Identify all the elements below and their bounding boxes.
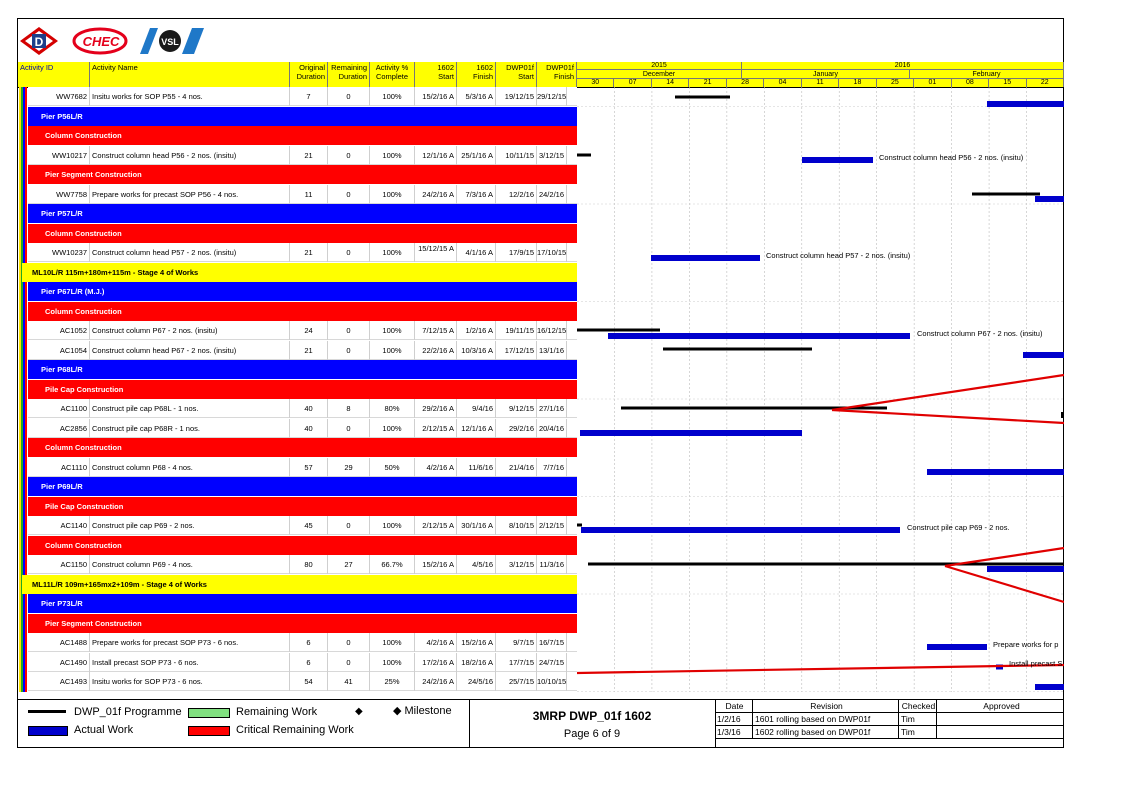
rev-row-1-approved xyxy=(937,713,1064,726)
activity-complete: 50% xyxy=(370,458,415,477)
logo-chec-text: CHEC xyxy=(82,34,120,49)
remaining-duration: 0 xyxy=(328,653,370,672)
original-duration: 54 xyxy=(290,672,328,691)
orig-dur-l1: Original xyxy=(299,63,325,72)
activity-id: AC1493 xyxy=(28,672,90,691)
dragages-logo xyxy=(18,26,60,56)
original-duration: 45 xyxy=(290,516,328,535)
timescale-day: 30 xyxy=(577,79,614,87)
actual-bar xyxy=(987,101,1064,107)
section-group-header[interactable]: Column Construction xyxy=(28,438,577,457)
dwp-finish: 17/10/15 xyxy=(537,243,567,262)
dwp-start: 25/7/15 xyxy=(496,672,537,691)
finish-1602: 25/1/16 A xyxy=(457,146,496,165)
table-row[interactable] xyxy=(28,653,577,672)
timescale-day: 01 xyxy=(914,79,951,87)
s1602-l1: 1602 xyxy=(437,63,454,72)
legend-critical-swatch xyxy=(188,726,230,736)
table-row[interactable] xyxy=(28,419,577,438)
programme-tick xyxy=(1061,412,1064,418)
remaining-duration: 0 xyxy=(328,419,370,438)
stage-group-header[interactable]: ML10L/R 115m+180m+115m - Stage 4 of Works xyxy=(22,263,577,282)
activity-complete: 100% xyxy=(370,185,415,204)
bar-label-p73-install: Install precast S xyxy=(1009,659,1063,668)
start-1602: 2/12/15 A xyxy=(415,419,457,438)
col-activity-id[interactable] xyxy=(18,62,90,87)
stage-group-header[interactable]: ML11L/R 109m+165mx2+109m - Stage 4 of Works xyxy=(22,575,577,594)
start-1602: 24/2/16 A xyxy=(415,185,457,204)
start-1602: 12/1/16 A xyxy=(415,146,457,165)
original-duration: 40 xyxy=(290,399,328,418)
timescale-day: 14 xyxy=(652,79,689,87)
dwp-finish: 24/2/16 xyxy=(537,185,567,204)
dwp-start: 17/12/15 xyxy=(496,341,537,360)
activity-complete: 100% xyxy=(370,341,415,360)
table-row[interactable] xyxy=(28,516,577,535)
original-duration: 7 xyxy=(290,87,328,106)
table-row[interactable] xyxy=(28,341,577,360)
activity-table xyxy=(28,87,577,692)
original-duration: 21 xyxy=(290,146,328,165)
logo-d-text: D xyxy=(34,35,44,49)
finish-1602: 18/2/16 A xyxy=(457,653,496,672)
pier-group-header[interactable]: Pier P67L/R (M.J.) xyxy=(28,282,577,301)
f1602-l2: Finish xyxy=(472,72,493,81)
legend-remaining-label: Remaining Work xyxy=(236,706,318,718)
activity-complete: 100% xyxy=(370,243,415,262)
table-row[interactable] xyxy=(28,555,577,574)
legend-critical-label: Critical Remaining Work xyxy=(236,724,354,736)
activity-id: AC1110 xyxy=(28,458,90,477)
original-duration: 11 xyxy=(290,185,328,204)
activity-id: WW10217 xyxy=(28,146,90,165)
vsl-logo xyxy=(136,26,206,56)
rev-row-1-revision: 1601 rolling based on DWP01f xyxy=(753,713,899,726)
remaining-duration: 0 xyxy=(328,633,370,652)
pier-group-header[interactable]: Pier P73L/R xyxy=(28,594,577,613)
pier-group-header[interactable]: Pier P69L/R xyxy=(28,477,577,496)
pct-l1: Activity % xyxy=(375,63,409,72)
activity-id: AC1054 xyxy=(28,341,90,360)
fdwp-l2: Finish xyxy=(553,72,574,81)
rem-dur-l1: Remaining xyxy=(331,63,367,72)
rev-header-checked: Checked xyxy=(899,700,937,713)
table-row[interactable] xyxy=(28,87,577,106)
rev-row-2-revision: 1602 rolling based on DWP01f xyxy=(753,726,899,739)
actual-bar xyxy=(1035,684,1064,690)
activity-complete: 100% xyxy=(370,87,415,106)
activity-complete: 100% xyxy=(370,516,415,535)
finish-1602: 12/1/16 A xyxy=(457,419,496,438)
original-duration: 6 xyxy=(290,633,328,652)
rev-row-1-checked: Tim xyxy=(899,713,937,726)
activity-id: WW7682 xyxy=(28,87,90,106)
legend-actual-swatch xyxy=(28,726,68,736)
rev-header-revision: Revision xyxy=(753,700,899,713)
dwp-start: 17/9/15 xyxy=(496,243,537,262)
finish-1602: 11/6/16 xyxy=(457,458,496,477)
table-row[interactable] xyxy=(28,185,577,204)
activity-id: WW10237 xyxy=(28,243,90,262)
activity-id: AC1140 xyxy=(28,516,90,535)
activity-complete: 100% xyxy=(370,146,415,165)
bar-label-p69: Construct pile cap P69 - 2 nos. xyxy=(907,523,1010,532)
programme-bar xyxy=(972,193,1040,196)
col-dwp-start[interactable] xyxy=(496,62,537,87)
activity-complete: 100% xyxy=(370,419,415,438)
diamond-icon: ◆ xyxy=(355,706,363,717)
critical-link-line xyxy=(832,410,1064,423)
activity-name: Construct column head P56 - 2 nos. (insitu) xyxy=(90,146,290,165)
dwp-start: 9/12/15 xyxy=(496,399,537,418)
dwp-start: 10/11/15 xyxy=(496,146,537,165)
start-1602: 29/2/16 A xyxy=(415,399,457,418)
remaining-duration: 27 xyxy=(328,555,370,574)
original-duration: 57 xyxy=(290,458,328,477)
timescale-day: 18 xyxy=(839,79,876,87)
remaining-duration: 0 xyxy=(328,185,370,204)
gantt-chart xyxy=(577,87,1064,692)
table-row[interactable] xyxy=(28,243,577,262)
activity-name: Construct column head P67 - 2 nos. (insitu) xyxy=(90,341,290,360)
dwp-finish: 2/12/15 xyxy=(537,516,567,535)
actual-bar xyxy=(580,430,802,436)
programme-bar xyxy=(675,96,730,99)
dwp-finish: 20/4/16 xyxy=(537,419,567,438)
dwp-start: 12/2/16 xyxy=(496,185,537,204)
activity-name: Prepare works for precast SOP P56 - 4 nos. xyxy=(90,185,290,204)
activity-id: AC1052 xyxy=(28,321,90,340)
table-row[interactable] xyxy=(28,146,577,165)
finish-1602: 9/4/16 xyxy=(457,399,496,418)
original-duration: 80 xyxy=(290,555,328,574)
section-group-header[interactable]: Column Construction xyxy=(28,224,577,243)
dwp-finish: 13/1/16 xyxy=(537,341,567,360)
table-row[interactable] xyxy=(28,633,577,652)
timescale-day: 22 xyxy=(1027,79,1064,87)
dwp-start: 21/4/16 xyxy=(496,458,537,477)
actual-bar xyxy=(608,333,910,339)
activity-name: Construct column head P57 - 2 nos. (insitu) xyxy=(90,243,290,262)
programme-bar xyxy=(577,524,582,527)
actual-bar xyxy=(802,157,873,163)
pier-group-header[interactable]: Pier P68L/R xyxy=(28,360,577,379)
activity-name: Construct column P67 - 2 nos. (insitu) xyxy=(90,321,290,340)
table-row[interactable] xyxy=(28,458,577,477)
programme-bar xyxy=(663,348,812,351)
legend-remaining-swatch xyxy=(188,708,230,718)
actual-bar xyxy=(651,255,760,261)
legend-actual-label: Actual Work xyxy=(74,724,134,736)
year-2016: 2016 xyxy=(742,62,1064,70)
start-1602: 24/2/16 A xyxy=(415,672,457,691)
legend-milestone-text: Milestone xyxy=(404,705,452,717)
timescale-day: 28 xyxy=(727,79,764,87)
col-1602-start[interactable] xyxy=(415,62,457,87)
rev-header-date: Date xyxy=(715,700,753,713)
original-duration: 21 xyxy=(290,341,328,360)
activity-id: AC1488 xyxy=(28,633,90,652)
start-1602: 15/12/15 A xyxy=(415,243,457,262)
orig-dur-l2: Duration xyxy=(296,72,325,81)
actual-bar xyxy=(987,566,1064,572)
dwp-finish: 16/7/15 xyxy=(537,633,567,652)
programme-bar xyxy=(588,563,1064,566)
finish-1602: 7/3/16 A xyxy=(457,185,496,204)
bar-label-p57: Construct column head P57 - 2 nos. (insitu) xyxy=(766,251,911,260)
rev-row-1-date: 1/2/16 xyxy=(715,713,753,726)
dwp-start: 8/10/15 xyxy=(496,516,537,535)
actual-bar xyxy=(927,469,1064,475)
critical-link-line xyxy=(577,665,1064,673)
section-group-header[interactable]: Column Construction xyxy=(28,536,577,555)
legend xyxy=(18,700,470,748)
activity-complete: 66.7% xyxy=(370,555,415,574)
col-dwp-finish[interactable] xyxy=(537,62,577,87)
activity-name: Construct column P69 - 4 nos. xyxy=(90,555,290,574)
legend-programme-label: DWP_01f Programme xyxy=(74,706,182,718)
f1602-l1: 1602 xyxy=(476,63,493,72)
col-activity-name[interactable] xyxy=(90,62,290,87)
page-number: Page 6 of 9 xyxy=(563,728,621,740)
pier-group-header[interactable]: Pier P57L/R xyxy=(28,204,577,223)
stripe-red xyxy=(25,87,27,692)
activity-name: Insitu works for SOP P73 - 6 nos. xyxy=(90,672,290,691)
section-group-header[interactable]: Column Construction xyxy=(28,302,577,321)
section-group-header[interactable]: Pier Segment Construction xyxy=(28,614,577,633)
original-duration: 21 xyxy=(290,243,328,262)
dwp-finish: 11/3/16 xyxy=(537,555,567,574)
actual-bar xyxy=(581,527,900,533)
chec-logo xyxy=(72,26,128,56)
remaining-duration: 0 xyxy=(328,146,370,165)
col-remaining-duration[interactable] xyxy=(328,62,370,87)
programme-bar xyxy=(577,329,660,332)
legend-milestone-label xyxy=(393,704,452,718)
timescale-day: 11 xyxy=(802,79,839,87)
timescale-day: 04 xyxy=(764,79,801,87)
table-row[interactable] xyxy=(28,399,577,418)
finish-1602: 5/3/16 A xyxy=(457,87,496,106)
sdwp-l1: DWP01f xyxy=(506,63,534,72)
finish-1602: 10/3/16 A xyxy=(457,341,496,360)
dwp-start: 3/12/15 xyxy=(496,555,537,574)
timescale-day: 21 xyxy=(689,79,726,87)
dwp-finish: 27/1/16 xyxy=(537,399,567,418)
dwp-finish: 7/7/16 xyxy=(537,458,567,477)
section-group-header[interactable]: Pile Cap Construction xyxy=(28,497,577,516)
finish-1602: 4/1/16 A xyxy=(457,243,496,262)
dwp-finish: 16/12/15 xyxy=(537,321,567,340)
finish-1602: 30/1/16 A xyxy=(457,516,496,535)
actual-bar xyxy=(1023,352,1064,358)
timescale-day: 08 xyxy=(952,79,989,87)
section-group-header[interactable]: Pile Cap Construction xyxy=(28,380,577,399)
section-group-header[interactable]: Column Construction xyxy=(28,126,577,145)
start-1602: 17/2/16 A xyxy=(415,653,457,672)
timescale xyxy=(577,62,1064,87)
activity-name: Construct column P68 - 4 nos. xyxy=(90,458,290,477)
activity-name: Construct pile cap P68R - 1 nos. xyxy=(90,419,290,438)
remaining-duration: 0 xyxy=(328,341,370,360)
start-1602: 15/2/16 A xyxy=(415,555,457,574)
dwp-finish: 10/10/15 xyxy=(537,672,567,691)
finish-1602: 15/2/16 A xyxy=(457,633,496,652)
finish-1602: 1/2/16 A xyxy=(457,321,496,340)
col-1602-finish[interactable] xyxy=(457,62,496,87)
start-1602: 4/2/16 A xyxy=(415,633,457,652)
dwp-start: 9/7/15 xyxy=(496,633,537,652)
actual-bar xyxy=(927,644,987,650)
logo-vsl-text: VSL xyxy=(161,37,179,47)
activity-id: AC2856 xyxy=(28,419,90,438)
remaining-duration: 0 xyxy=(328,87,370,106)
table-row[interactable] xyxy=(28,672,577,691)
programme-bar xyxy=(577,154,591,157)
rev-row-2-approved xyxy=(937,726,1064,739)
activity-id-label: Activity ID xyxy=(20,63,54,72)
dwp-start: 17/7/15 xyxy=(496,653,537,672)
critical-link-line xyxy=(832,375,1064,410)
remaining-duration: 8 xyxy=(328,399,370,418)
bar-label-p67: Construct column P67 - 2 nos. (insitu) xyxy=(917,329,1043,338)
year-2015: 2015 xyxy=(577,62,742,70)
original-duration: 6 xyxy=(290,653,328,672)
milestone-diamond-icon: ◆ xyxy=(393,705,405,717)
finish-1602: 24/5/16 xyxy=(457,672,496,691)
section-group-header[interactable]: Pier Segment Construction xyxy=(28,165,577,184)
start-1602: 4/2/16 A xyxy=(415,458,457,477)
original-duration: 40 xyxy=(290,419,328,438)
timescale-day: 07 xyxy=(614,79,651,87)
dwp-start: 19/11/15 xyxy=(496,321,537,340)
rev-row-2-checked: Tim xyxy=(899,726,937,739)
col-original-duration[interactable] xyxy=(290,62,328,87)
remaining-duration: 41 xyxy=(328,672,370,691)
sdwp-l2: Start xyxy=(518,72,534,81)
activity-complete: 80% xyxy=(370,399,415,418)
finish-1602: 4/5/16 xyxy=(457,555,496,574)
remaining-duration: 29 xyxy=(328,458,370,477)
start-1602: 2/12/15 A xyxy=(415,516,457,535)
original-duration: 24 xyxy=(290,321,328,340)
start-1602: 7/12/15 A xyxy=(415,321,457,340)
dwp-finish: 24/7/15 xyxy=(537,653,567,672)
dwp-finish: 3/12/15 xyxy=(537,146,567,165)
pct-l2: Complete xyxy=(375,72,409,81)
bar-label-p73-prep: Prepare works for p xyxy=(993,640,1059,649)
month-february: February xyxy=(910,70,1064,79)
activity-id: AC1100 xyxy=(28,399,90,418)
activity-name: Insitu works for SOP P55 - 4 nos. xyxy=(90,87,290,106)
document-title: 3MRP DWP_01f 1602 xyxy=(532,709,652,723)
table-header xyxy=(18,62,1064,88)
timescale-day: 25 xyxy=(877,79,914,87)
start-1602: 22/2/16 A xyxy=(415,341,457,360)
dwp-start: 19/12/15 xyxy=(496,87,537,106)
fdwp-l1: DWP01f xyxy=(546,63,574,72)
dwp-finish: 29/12/15 xyxy=(537,87,567,106)
month-december: December xyxy=(577,70,742,79)
dwp-start: 29/2/16 xyxy=(496,419,537,438)
activity-id: WW7758 xyxy=(28,185,90,204)
pier-group-header[interactable]: Pier P56L/R xyxy=(28,107,577,126)
level-stripes xyxy=(18,87,28,692)
activity-name: Construct pile cap P69 - 2 nos. xyxy=(90,516,290,535)
rev-header-approved: Approved xyxy=(937,700,1064,713)
gantt-canvas xyxy=(577,87,1064,692)
rev-row-2-date: 1/3/16 xyxy=(715,726,753,739)
activity-complete: 100% xyxy=(370,633,415,652)
activity-complete: 100% xyxy=(370,321,415,340)
actual-bar xyxy=(1035,196,1064,202)
col-activity-complete[interactable] xyxy=(370,62,415,87)
rem-dur-l2: Duration xyxy=(338,72,367,81)
activity-complete: 25% xyxy=(370,672,415,691)
remaining-duration: 0 xyxy=(328,243,370,262)
title-block xyxy=(469,700,716,748)
remaining-duration: 0 xyxy=(328,321,370,340)
activity-id: AC1150 xyxy=(28,555,90,574)
legend-programme-swatch xyxy=(28,710,66,713)
activity-name: Install precast SOP P73 - 6 nos. xyxy=(90,653,290,672)
start-1602: 15/2/16 A xyxy=(415,87,457,106)
timescale-day: 15 xyxy=(989,79,1026,87)
bar-label-p56: Construct column head P56 - 2 nos. (insitu) xyxy=(879,153,1024,162)
remaining-duration: 0 xyxy=(328,516,370,535)
activity-name: Prepare works for precast SOP P73 - 6 nos. xyxy=(90,633,290,652)
table-row[interactable] xyxy=(28,321,577,340)
activity-name: Construct pile cap P68L - 1 nos. xyxy=(90,399,290,418)
month-january: January xyxy=(742,70,910,79)
activity-complete: 100% xyxy=(370,653,415,672)
s1602-l2: Start xyxy=(438,72,454,81)
activity-name-label: Activity Name xyxy=(92,63,138,72)
activity-id: AC1490 xyxy=(28,653,90,672)
revision-table xyxy=(715,700,1064,748)
